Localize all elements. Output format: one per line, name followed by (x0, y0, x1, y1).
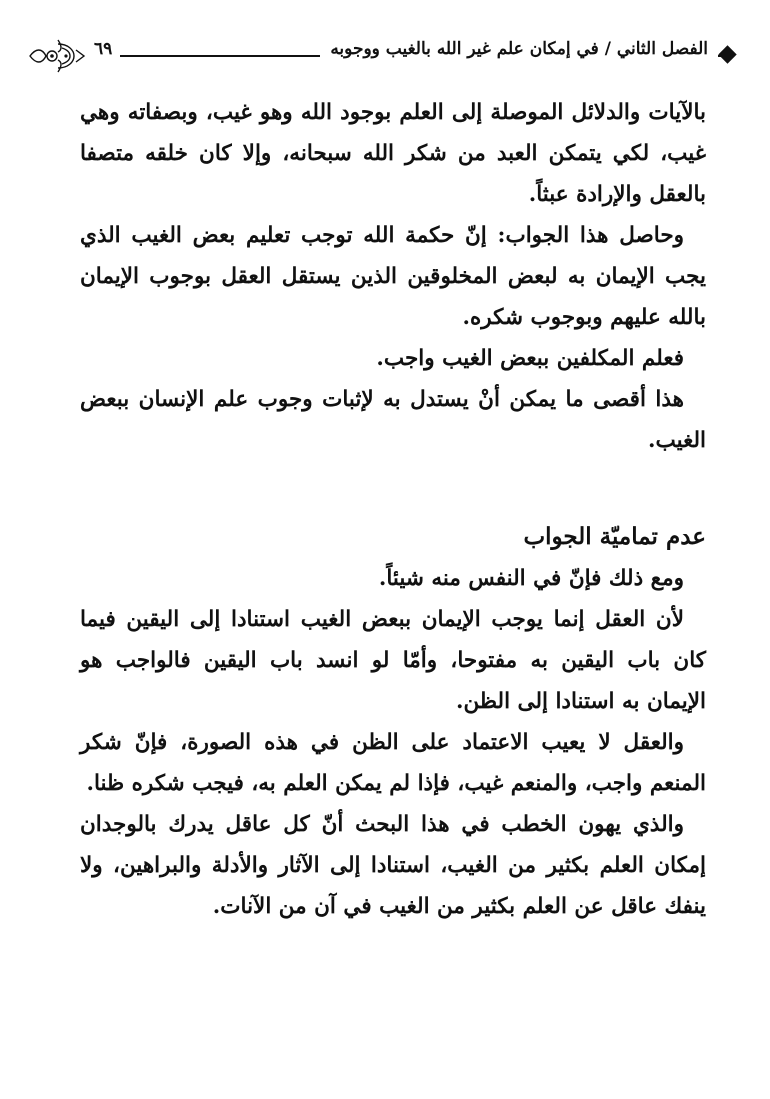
page-body (80, 92, 706, 927)
paragraph: والعقل لا يعيب الاعتماد على الظن في هذه الصورة، فإنّ شكر المنعم واجب، والمنعم غيب، فإذا لم يمكن العلم به، فيجب شكره ظنا. (80, 730, 706, 796)
paragraph: بالآيات والدلائل الموصلة إلى العلم بوجود الله وهو غيب، وبصفاته وهي غيب، لكي يتمكن العبد من شكر الله سبحانه، وإلا كان خلقه متصفا بالعقل والإرادة عبثاً. (80, 100, 706, 207)
diamond-ornament-icon (718, 45, 736, 63)
paragraph: وحاصل هذا الجواب: إنّ حكمة الله توجب تعليم بعض الغيب الذي يجب الإيمان به لبعض المخلوقين الذين يستقل العقل بوجوب الإيمان بالله عليهم وبوجوب شكره. (80, 223, 706, 330)
paragraph: ومع ذلك فإنّ في النفس منه شيئاً. (378, 566, 684, 591)
paragraph: هذا أقصى ما يمكن أنْ يستدل به لإثبات وجوب علم الإنسان ببعض الغيب. (80, 387, 706, 453)
chapter-title: الفصل الثاني / في إمكان علم غير الله بالغيب ووجوبه (320, 34, 718, 64)
section-gap (80, 461, 706, 516)
running-header (28, 30, 744, 82)
paragraph: لأن العقل إنما يوجب الإيمان ببعض الغيب استنادا إلى اليقين فيما كان باب اليقين به مفتوحا، وأمّا لو انسد باب اليقين فالواجب هو الإيمان به استنادا إلى الظن. (80, 607, 706, 714)
section-heading: عدم تماميّة الجواب (523, 523, 706, 550)
paragraph: فعلم المكلفين ببعض الغيب واجب. (376, 346, 684, 371)
page-number: ٦٩ (86, 34, 120, 64)
floral-ornament-icon (28, 36, 88, 76)
paragraph: والذي يهون الخطب في هذا البحث أنّ كل عاقل يدرك بالوجدان إمكان العلم بكثير من الغيب، استنادا إلى الآثار والأدلة والبراهين، ولا ينفك عاقل عن العلم بكثير من الغيب في آن من الآنات. (80, 812, 706, 919)
